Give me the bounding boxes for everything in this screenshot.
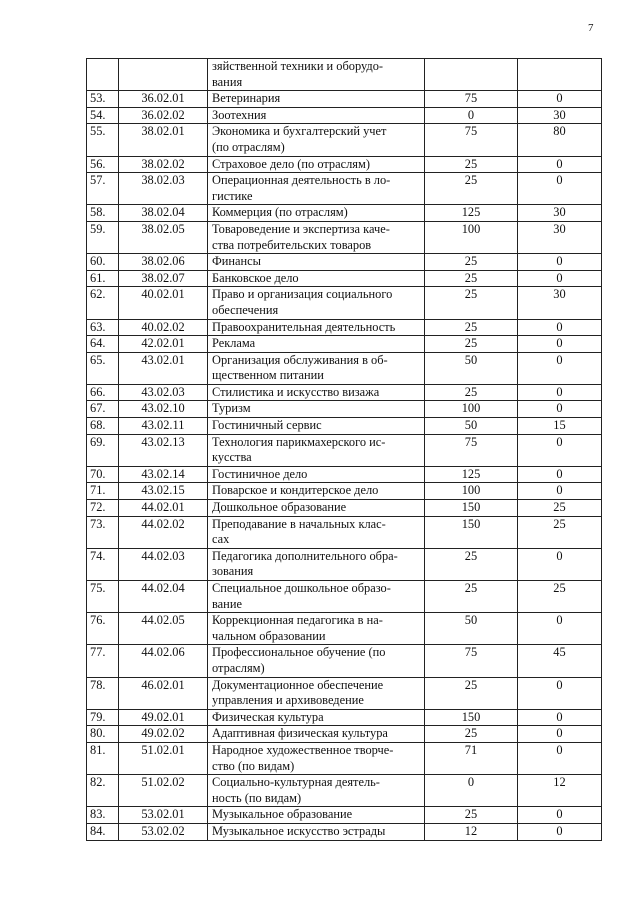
- table-row: [87, 548, 602, 580]
- specialty-name: Коррекционная педагогика в на- чальном образовании: [208, 613, 425, 645]
- row-number: 73.: [87, 516, 119, 548]
- value-b: 0: [518, 807, 602, 824]
- table-row: [87, 107, 602, 124]
- row-number: 77.: [87, 645, 119, 677]
- value-b: 0: [518, 613, 602, 645]
- value-a: 25: [425, 319, 518, 336]
- row-number: 60.: [87, 254, 119, 271]
- specialty-code: 51.02.01: [119, 742, 208, 774]
- value-a: 150: [425, 709, 518, 726]
- specialty-code: 53.02.01: [119, 807, 208, 824]
- row-number: 65.: [87, 352, 119, 384]
- value-a: 100: [425, 221, 518, 253]
- specialty-code: 44.02.01: [119, 500, 208, 517]
- specialty-code: 53.02.02: [119, 823, 208, 840]
- row-number: 68.: [87, 418, 119, 435]
- value-b: 0: [518, 466, 602, 483]
- value-a: 125: [425, 466, 518, 483]
- value-b: 0: [518, 742, 602, 774]
- value-b: 0: [518, 384, 602, 401]
- table-row: [87, 709, 602, 726]
- row-number: 71.: [87, 483, 119, 500]
- value-b: 0: [518, 270, 602, 287]
- value-a: 125: [425, 205, 518, 222]
- row-number: 69.: [87, 434, 119, 466]
- row-number: 81.: [87, 742, 119, 774]
- row-number: 70.: [87, 466, 119, 483]
- specialty-name: Музыкальное образование: [208, 807, 425, 824]
- value-a: 25: [425, 384, 518, 401]
- table-row: [87, 581, 602, 613]
- value-b: 0: [518, 726, 602, 743]
- specialty-name: Документационное обеспечение управления и архивоведение: [208, 677, 425, 709]
- value-b: 0: [518, 156, 602, 173]
- table-row: [87, 418, 602, 435]
- specialty-code: 42.02.01: [119, 336, 208, 353]
- specialty-code: 40.02.01: [119, 287, 208, 319]
- value-b: 0: [518, 823, 602, 840]
- row-number: 62.: [87, 287, 119, 319]
- row-number: 76.: [87, 613, 119, 645]
- table-row: [87, 434, 602, 466]
- value-b: 0: [518, 709, 602, 726]
- table-row: [87, 613, 602, 645]
- specialty-name: Дошкольное образование: [208, 500, 425, 517]
- value-a: 75: [425, 124, 518, 156]
- value-a: 25: [425, 156, 518, 173]
- specialty-name: Операционная деятельность в ло- гистике: [208, 173, 425, 205]
- value-a: 25: [425, 726, 518, 743]
- value-b: 12: [518, 775, 602, 807]
- value-a: 75: [425, 434, 518, 466]
- value-b: 30: [518, 221, 602, 253]
- specialty-code: 38.02.07: [119, 270, 208, 287]
- value-b: 80: [518, 124, 602, 156]
- specialty-code: 38.02.02: [119, 156, 208, 173]
- value-b: 0: [518, 677, 602, 709]
- specialty-code: 38.02.03: [119, 173, 208, 205]
- table-row: [87, 466, 602, 483]
- row-number: 83.: [87, 807, 119, 824]
- value-b: 0: [518, 254, 602, 271]
- specialty-code: [119, 59, 208, 91]
- row-number: 64.: [87, 336, 119, 353]
- row-number: 67.: [87, 401, 119, 418]
- value-a: 150: [425, 516, 518, 548]
- specialty-code: 43.02.14: [119, 466, 208, 483]
- specialty-name: Право и организация социального обеспечения: [208, 287, 425, 319]
- specialty-name: Финансы: [208, 254, 425, 271]
- row-number: 59.: [87, 221, 119, 253]
- value-a: 25: [425, 677, 518, 709]
- table-row: [87, 483, 602, 500]
- specialty-name: Товароведение и экспертиза каче- ства потребительских товаров: [208, 221, 425, 253]
- value-a: 50: [425, 418, 518, 435]
- value-a: 25: [425, 581, 518, 613]
- table-row: [87, 156, 602, 173]
- value-a: 25: [425, 807, 518, 824]
- page-number: 7: [588, 22, 594, 34]
- value-a: 0: [425, 107, 518, 124]
- specialty-code: 49.02.01: [119, 709, 208, 726]
- specialty-name: Организация обслуживания в об- щественном питании: [208, 352, 425, 384]
- value-b: 25: [518, 516, 602, 548]
- table-row: [87, 205, 602, 222]
- specialty-code: 44.02.06: [119, 645, 208, 677]
- specialty-code: 36.02.01: [119, 91, 208, 108]
- table-row: [87, 823, 602, 840]
- table-row: [87, 124, 602, 156]
- table-row: [87, 336, 602, 353]
- row-number: 58.: [87, 205, 119, 222]
- value-a: 25: [425, 254, 518, 271]
- row-number: 53.: [87, 91, 119, 108]
- value-a: 75: [425, 645, 518, 677]
- specialty-code: 44.02.03: [119, 548, 208, 580]
- value-a: 71: [425, 742, 518, 774]
- value-a: 50: [425, 352, 518, 384]
- row-number: [87, 59, 119, 91]
- specialty-name: Музыкальное искусство эстрады: [208, 823, 425, 840]
- specialty-name: Правоохранительная деятельность: [208, 319, 425, 336]
- value-a: 25: [425, 173, 518, 205]
- specialty-code: 43.02.10: [119, 401, 208, 418]
- value-a: 150: [425, 500, 518, 517]
- table-row: [87, 221, 602, 253]
- specialty-name: Гостиничное дело: [208, 466, 425, 483]
- row-number: 84.: [87, 823, 119, 840]
- specialty-code: 49.02.02: [119, 726, 208, 743]
- value-a: 12: [425, 823, 518, 840]
- value-b: 0: [518, 434, 602, 466]
- specialty-name: Физическая культура: [208, 709, 425, 726]
- specialty-name: Специальное дошкольное образо- вание: [208, 581, 425, 613]
- specialty-code: 46.02.01: [119, 677, 208, 709]
- specialty-name: Технология парикмахерского ис- кусства: [208, 434, 425, 466]
- specialty-name: Преподавание в начальных клас- сах: [208, 516, 425, 548]
- specialty-name: Гостиничный сервис: [208, 418, 425, 435]
- value-b: 15: [518, 418, 602, 435]
- specialty-name: Ветеринария: [208, 91, 425, 108]
- row-number: 75.: [87, 581, 119, 613]
- specialty-name: Зоотехния: [208, 107, 425, 124]
- value-b: 0: [518, 548, 602, 580]
- table-row: [87, 173, 602, 205]
- value-b: 30: [518, 287, 602, 319]
- specialty-name: Поварское и кондитерское дело: [208, 483, 425, 500]
- value-b: 0: [518, 319, 602, 336]
- table-row: [87, 742, 602, 774]
- specialty-name: Стилистика и искусство визажа: [208, 384, 425, 401]
- specialty-code: 44.02.04: [119, 581, 208, 613]
- table-row: [87, 807, 602, 824]
- value-b: 0: [518, 336, 602, 353]
- row-number: 63.: [87, 319, 119, 336]
- value-a: 25: [425, 270, 518, 287]
- table-row: [87, 352, 602, 384]
- table-row: [87, 645, 602, 677]
- specialty-name: Адаптивная физическая культура: [208, 726, 425, 743]
- value-a: [425, 59, 518, 91]
- row-number: 56.: [87, 156, 119, 173]
- value-a: 25: [425, 548, 518, 580]
- value-a: 50: [425, 613, 518, 645]
- specialty-code: 43.02.11: [119, 418, 208, 435]
- row-number: 72.: [87, 500, 119, 517]
- specialty-code: 51.02.02: [119, 775, 208, 807]
- value-a: 100: [425, 401, 518, 418]
- table-row: [87, 384, 602, 401]
- table-row: [87, 319, 602, 336]
- value-a: 25: [425, 287, 518, 319]
- table-row: [87, 516, 602, 548]
- specialty-name: Банковское дело: [208, 270, 425, 287]
- table-row: [87, 677, 602, 709]
- table-row: [87, 726, 602, 743]
- specialty-code: 38.02.04: [119, 205, 208, 222]
- row-number: 66.: [87, 384, 119, 401]
- value-b: 25: [518, 581, 602, 613]
- row-number: 61.: [87, 270, 119, 287]
- specialty-name: Социально-культурная деятель- ность (по видам): [208, 775, 425, 807]
- specialty-name: Реклама: [208, 336, 425, 353]
- specialties-table: [86, 58, 602, 841]
- value-b: 0: [518, 173, 602, 205]
- specialty-code: 44.02.05: [119, 613, 208, 645]
- value-b: 0: [518, 352, 602, 384]
- table-row: [87, 287, 602, 319]
- row-number: 80.: [87, 726, 119, 743]
- table-body: [87, 59, 602, 841]
- value-b: 45: [518, 645, 602, 677]
- specialty-name: Коммерция (по отраслям): [208, 205, 425, 222]
- row-number: 74.: [87, 548, 119, 580]
- table-row: [87, 59, 602, 91]
- specialty-name: Педагогика дополнительного обра- зования: [208, 548, 425, 580]
- value-b: 0: [518, 483, 602, 500]
- specialty-code: 38.02.05: [119, 221, 208, 253]
- specialty-code: 38.02.01: [119, 124, 208, 156]
- row-number: 82.: [87, 775, 119, 807]
- row-number: 57.: [87, 173, 119, 205]
- specialty-name: зяйственной техники и оборудо- вания: [208, 59, 425, 91]
- row-number: 79.: [87, 709, 119, 726]
- table-row: [87, 254, 602, 271]
- value-b: 30: [518, 107, 602, 124]
- specialty-code: 43.02.15: [119, 483, 208, 500]
- row-number: 78.: [87, 677, 119, 709]
- value-a: 25: [425, 336, 518, 353]
- row-number: 54.: [87, 107, 119, 124]
- specialty-code: 43.02.01: [119, 352, 208, 384]
- value-a: 100: [425, 483, 518, 500]
- value-b: 25: [518, 500, 602, 517]
- value-a: 0: [425, 775, 518, 807]
- specialty-code: 43.02.13: [119, 434, 208, 466]
- value-b: 30: [518, 205, 602, 222]
- table-row: [87, 500, 602, 517]
- specialty-code: 40.02.02: [119, 319, 208, 336]
- value-b: [518, 59, 602, 91]
- value-a: 75: [425, 91, 518, 108]
- row-number: 55.: [87, 124, 119, 156]
- specialty-code: 44.02.02: [119, 516, 208, 548]
- specialty-code: 36.02.02: [119, 107, 208, 124]
- specialty-name: Страховое дело (по отраслям): [208, 156, 425, 173]
- table-row: [87, 401, 602, 418]
- value-b: 0: [518, 401, 602, 418]
- specialty-code: 38.02.06: [119, 254, 208, 271]
- specialty-code: 43.02.03: [119, 384, 208, 401]
- table-row: [87, 775, 602, 807]
- specialty-name: Экономика и бухгалтерский учет (по отраслям): [208, 124, 425, 156]
- table-row: [87, 91, 602, 108]
- table-row: [87, 270, 602, 287]
- specialty-name: Профессиональное обучение (по отраслям): [208, 645, 425, 677]
- specialty-name: Туризм: [208, 401, 425, 418]
- specialty-name: Народное художественное творче- ство (по видам): [208, 742, 425, 774]
- value-b: 0: [518, 91, 602, 108]
